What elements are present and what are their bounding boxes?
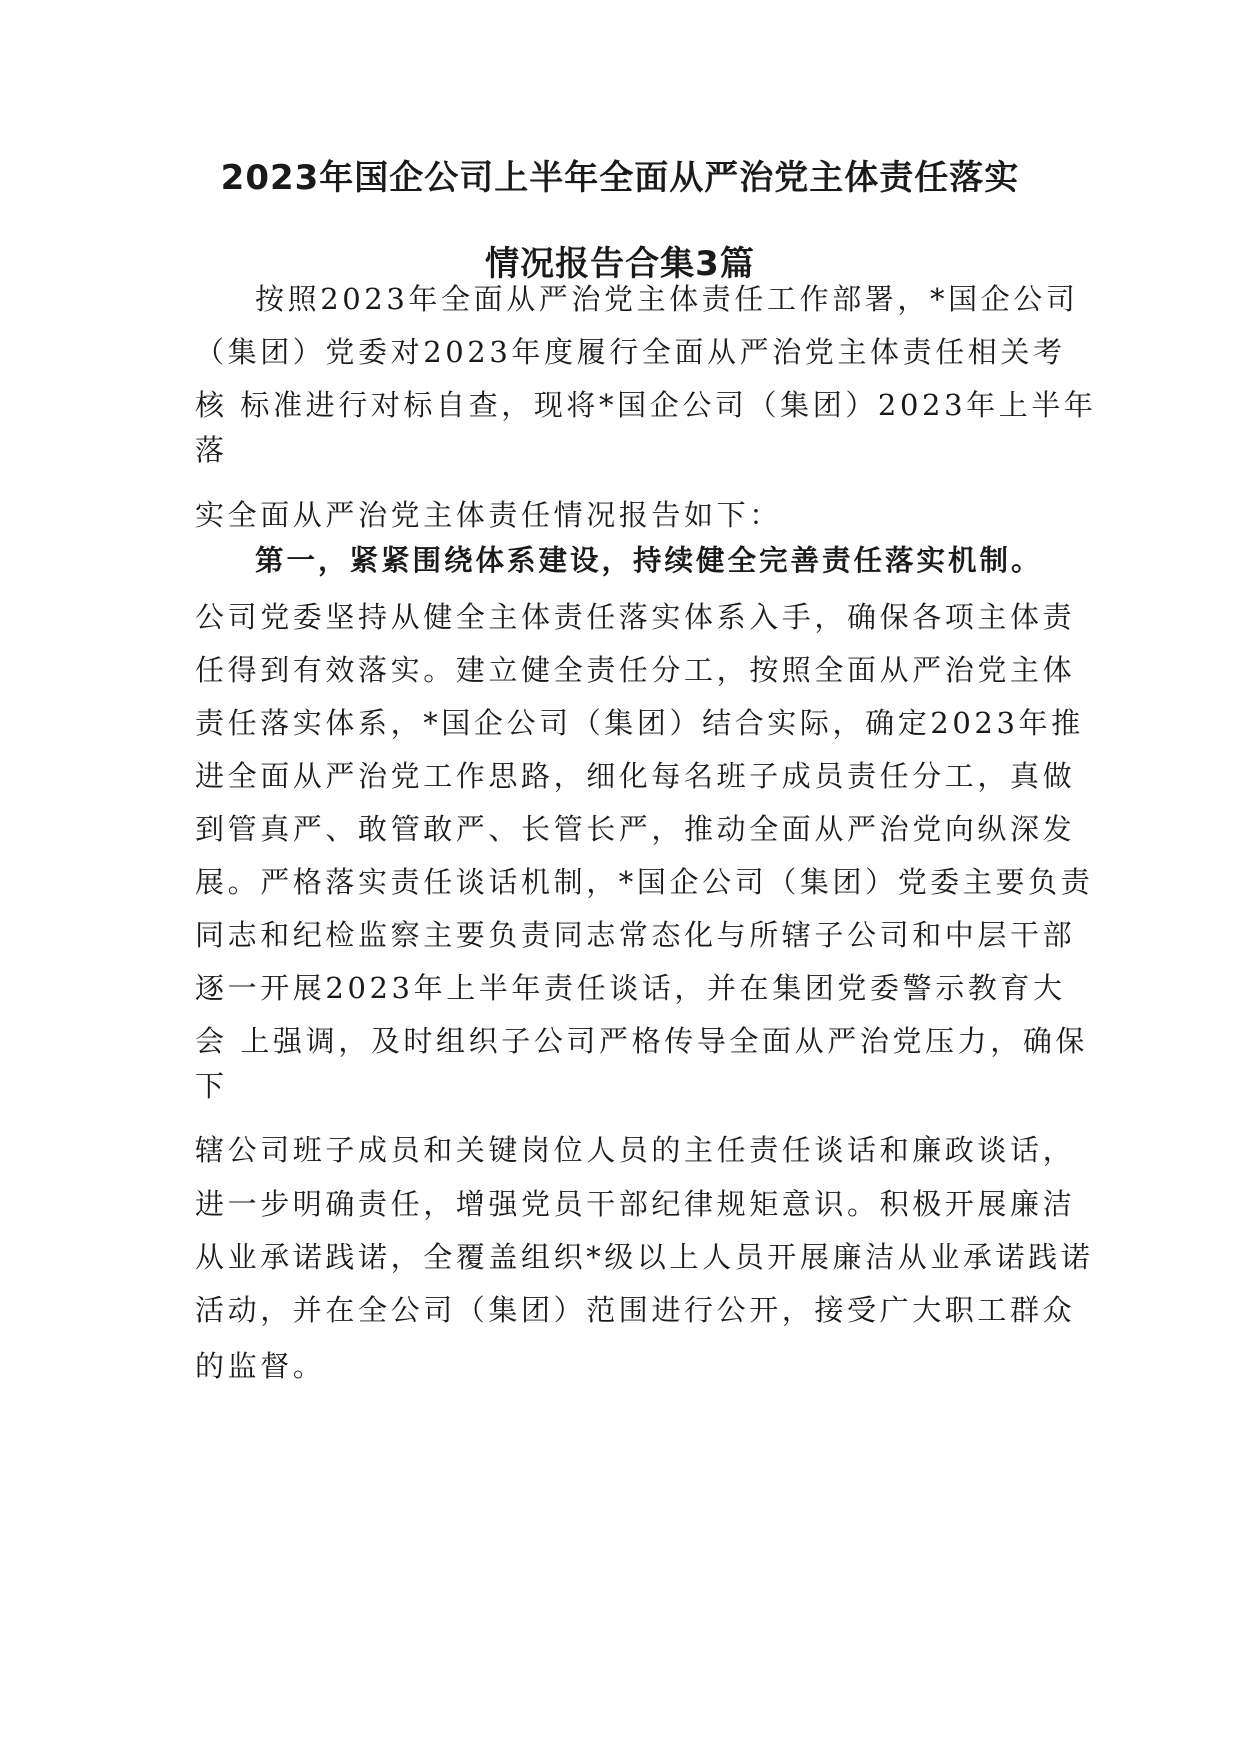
body-line: 展。严格落实责任谈话机制，*国企公司（集团）党委主要负责 xyxy=(195,865,1094,899)
body-line: 的监督。 xyxy=(195,1349,326,1383)
body-line: 从业承诺践诺，全覆盖组织*级以上人员开展廉洁从业承诺践诺 xyxy=(195,1240,1094,1274)
body-line: 活动，并在全公司（集团）范围进行公开，接受广大职工群众 xyxy=(195,1293,1076,1327)
document-title-line-1: 2023年国企公司上半年全面从严治党主体责任落实 xyxy=(220,158,1020,198)
section-heading: 第一，紧紧围绕体系建设，持续健全完善责任落实机制。 xyxy=(255,543,1043,577)
body-line: 下 xyxy=(195,1069,228,1103)
body-line: （集团）党委对2023年度履行全面从严治党主体责任相关考 xyxy=(195,335,1066,369)
body-line: 责任落实体系，*国企公司（集团）结合实际，确定2023年推 xyxy=(195,706,1084,740)
body-line: 进一步明确责任，增强党员干部纪律规矩意识。积极开展廉洁 xyxy=(195,1187,1076,1221)
body-line: 任得到有效落实。建立健全责任分工，按照全面从严治党主体 xyxy=(195,653,1076,687)
body-line: 逐一开展2023年上半年责任谈话，并在集团党委警示教育大 xyxy=(195,971,1066,1005)
body-line: 进全面从严治党工作思路，细化每名班子成员责任分工，真做 xyxy=(195,759,1076,793)
body-line: 实全面从严治党主体责任情况报告如下： xyxy=(195,498,782,532)
body-line: 到管真严、敢管敢严、长管长严，推动全面从严治党向纵深发 xyxy=(195,812,1076,846)
body-line: 核 标准进行对标自查，现将*国企公司（集团）2023年上半年 xyxy=(195,388,1097,422)
body-line: 公司党委坚持从健全主体责任落实体系入手，确保各项主体责 xyxy=(195,600,1076,634)
body-line: 同志和纪检监察主要负责同志常态化与所辖子公司和中层干部 xyxy=(195,918,1076,952)
body-line: 会 上强调，及时组织子公司严格传导全面从严治党压力，确保 xyxy=(195,1024,1089,1058)
body-line: 辖公司班子成员和关键岗位人员的主任责任谈话和廉政谈话， xyxy=(195,1133,1076,1167)
body-line: 按照2023年全面从严治党主体责任工作部署，*国企公司 xyxy=(255,282,1079,316)
body-line: 落 xyxy=(195,433,228,467)
document-title-line-2: 情况报告合集3篇 xyxy=(485,244,755,284)
